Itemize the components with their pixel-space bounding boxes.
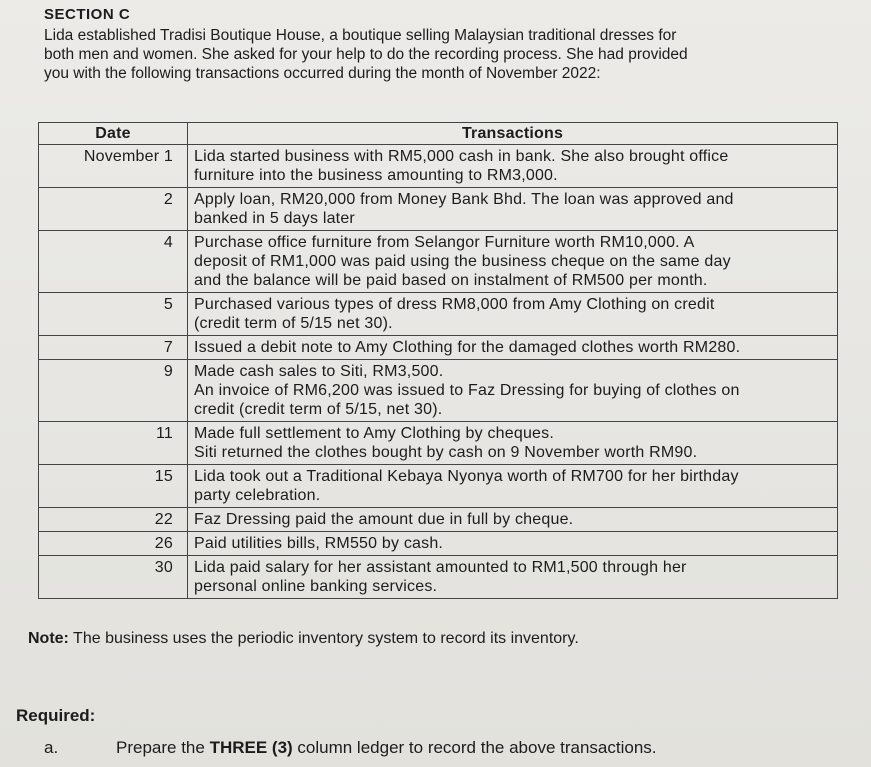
intro-line: both men and women. She asked for your help to do the recording process. She had provided [44,46,688,63]
date-cell: 26 [39,532,188,556]
transaction-cell: Made full settlement to Amy Clothing by cheques. Siti returned the clothes bought by cash on 9 November worth RM90. [188,422,838,465]
transaction-cell: Lida started business with RM5,000 cash in bank. She also brought office furniture into the business amounting to RM3,000. [188,145,838,188]
date-cell: November 1 [39,145,188,188]
question-label: a. [44,738,59,757]
transactions-table [38,122,838,599]
table-row [39,532,838,556]
section-title: SECTION C [44,6,131,23]
question-text-start: Prepare the [116,738,210,757]
date-cell: 15 [39,465,188,508]
table-row [39,508,838,532]
transaction-cell: Purchased various types of dress RM8,000 from Amy Clothing on credit (credit term of 5/15 net 30). [188,293,838,336]
transaction-cell: Apply loan, RM20,000 from Money Bank Bhd. The loan was approved and banked in 5 days later [188,188,838,231]
question-text-end: column ledger to record the above transactions. [292,738,657,757]
intro-paragraph [44,26,834,83]
table-header-row [39,123,838,145]
transaction-cell: Made cash sales to Siti, RM3,500. An invoice of RM6,200 was issued to Faz Dressing for buying of clothes on credit (credit term of 5/15, net 30). [188,360,838,422]
table-row [39,231,838,293]
table-row [39,188,838,231]
table-row [39,336,838,360]
question-a [44,738,657,758]
table-row [39,465,838,508]
table-row [39,360,838,422]
date-cell: 11 [39,422,188,465]
transaction-cell: Lida took out a Traditional Kebaya Nyonya worth of RM700 for her birthday party celebration. [188,465,838,508]
question-text [116,738,657,758]
transaction-cell: Lida paid salary for her assistant amounted to RM1,500 through her personal online banking services. [188,556,838,599]
note-label: Note: [28,630,69,647]
required-heading: Required: [16,706,96,725]
intro-line: Lida established Tradisi Boutique House, a boutique selling Malaysian traditional dresses for [44,27,677,44]
inventory-note [28,630,579,648]
table-row [39,293,838,336]
transactions-column-header: Transactions [188,123,838,145]
transaction-cell: Paid utilities bills, RM550 by cash. [188,532,838,556]
transaction-cell: Purchase office furniture from Selangor Furniture worth RM10,000. A deposit of RM1,000 was paid using the business cheque on the same day and the balance will be paid based on instalment of RM500 per month. [188,231,838,293]
date-cell: 9 [39,360,188,422]
transaction-cell: Issued a debit note to Amy Clothing for the damaged clothes worth RM280. [188,336,838,360]
date-cell: 2 [39,188,188,231]
date-column-header: Date [39,123,188,145]
table-row [39,422,838,465]
question-text-emphasis: THREE (3) [209,738,293,757]
date-cell: 5 [39,293,188,336]
transaction-cell: Faz Dressing paid the amount due in full by cheque. [188,508,838,532]
table-row [39,556,838,599]
date-cell: 7 [39,336,188,360]
note-text: The business uses the periodic inventory system to record its inventory. [68,630,579,647]
date-cell: 4 [39,231,188,293]
table-row [39,145,838,188]
date-cell: 22 [39,508,188,532]
intro-line: you with the following transactions occurred during the month of November 2022: [44,65,601,82]
date-cell: 30 [39,556,188,599]
